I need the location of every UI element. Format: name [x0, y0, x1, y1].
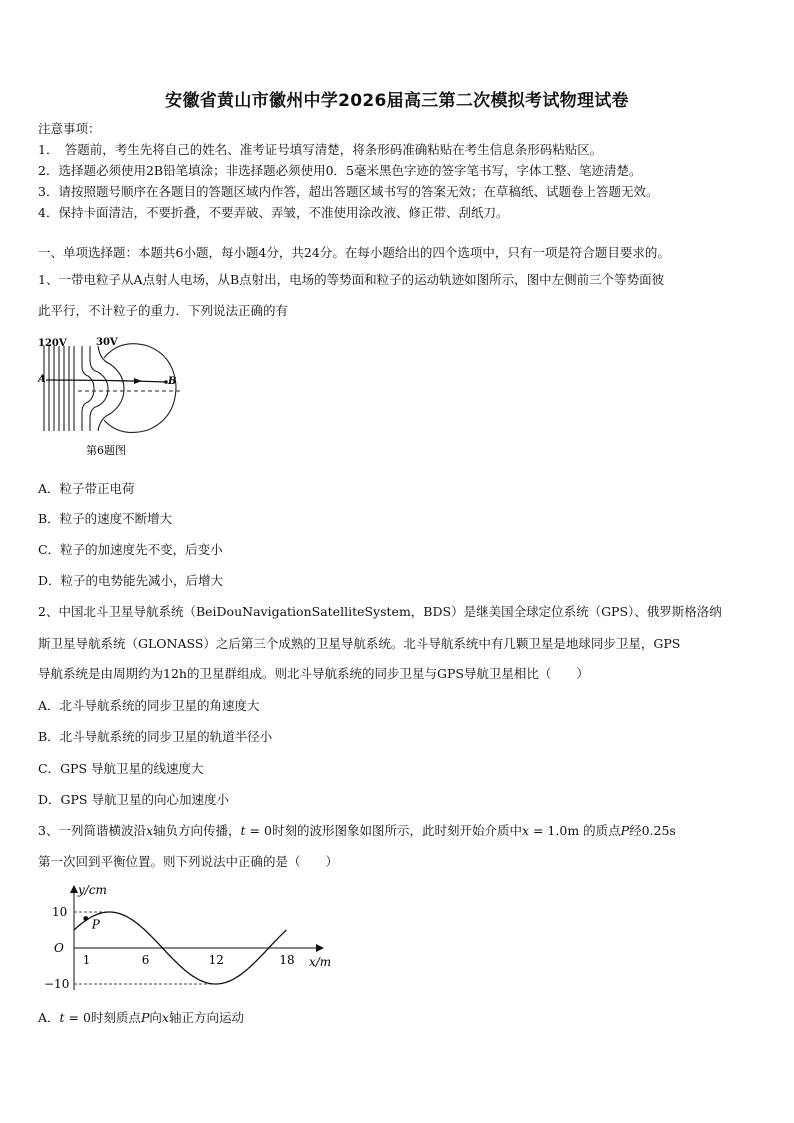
question-1-text: 此平行，不计粒子的重力．下列说法正确的有: [38, 303, 289, 318]
text-run: 轴负方向传播，: [153, 823, 241, 838]
math-var: x: [161, 1010, 169, 1025]
text-run: 轴正方向运动: [168, 1010, 244, 1025]
section-heading: 一、单项选择题：本题共6小题，每小题4分，共24分。在每小题给出的四个选项中，只有一项是符合题目要求的。: [38, 245, 670, 260]
label-120v: 120V: [38, 338, 67, 349]
option-d: D．GPS 导航卫星的向心加速度小: [38, 792, 229, 807]
question-3-text: 第一次回到平衡位置。则下列说法中正确的是（ ）: [38, 854, 339, 869]
option-a: A．粒子带正电荷: [38, 481, 135, 496]
y-axis-label: y/cm: [78, 883, 107, 897]
label-30v: 30V: [96, 337, 118, 348]
notice-item: 3．请按照题号顺序在各题目的答题区域内作答，超出答题区域书写的答案无效；在草稿纸、试题卷上答题无效。: [38, 184, 659, 199]
math-var: t: [59, 1010, 65, 1025]
x-tick-label: 1: [82, 953, 91, 967]
figure-caption: 第6题图: [86, 444, 126, 457]
y-tick-label: −10: [44, 977, 70, 991]
equipotential-figure: [38, 336, 188, 461]
x-tick-label: 18: [279, 953, 295, 967]
y-tick-label: 10: [52, 905, 68, 919]
label-point-a: A: [38, 374, 46, 385]
page-title: 安徽省黄山市徽州中学2026届高三第二次模拟考试物理试卷: [165, 91, 629, 111]
wave-graph: [38, 880, 338, 998]
math-var: P: [620, 823, 630, 838]
point-p: [83, 916, 88, 921]
option-c: C．粒子的加速度先不变，后变小: [38, 542, 223, 557]
option-a: [38, 1010, 244, 1026]
text-run: = 1.0m 的质点: [529, 823, 621, 838]
text-run: = 0时刻质点: [64, 1010, 141, 1025]
text-run: A．: [38, 1010, 60, 1025]
option-b: B．北斗导航系统的同步卫星的轨道半径小: [38, 729, 273, 744]
notice-item: 2．选择题必须使用2B铅笔填涂；非选择题必须使用0．5毫米黑色字迹的签字笔书写，字体工整、笔迹清楚。: [38, 163, 642, 178]
option-b: B．粒子的速度不断增大: [38, 511, 173, 526]
label-point-b: B: [168, 376, 177, 387]
question-3-text: [38, 823, 676, 839]
x-tick-label: 6: [141, 953, 150, 967]
option-c: C．GPS 导航卫星的线速度大: [38, 761, 204, 776]
notice-heading: 注意事项：: [38, 121, 101, 136]
origin-label: O: [54, 941, 64, 955]
text-run: 经0.25s: [629, 823, 676, 838]
x-tick-label: 12: [208, 953, 224, 967]
text-run: 3、一列简谐横波沿: [38, 823, 146, 838]
notice-item: 1． 答题前，考生先将自己的姓名、准考证号填写清楚，将条形码准确粘贴在考生信息条形码粘贴区。: [38, 142, 603, 157]
option-d: D．粒子的电势能先减小，后增大: [38, 573, 224, 588]
notice-item: 4．保持卡面清洁，不要折叠，不要弄破、弄皱，不准使用涂改液、修正带、刮纸刀。: [38, 205, 509, 220]
option-a: A．北斗导航系统的同步卫星的角速度大: [38, 698, 260, 713]
question-2-text: 2、中国北斗卫星导航系统（BeiDouNavigationSatelliteSystem，BDS）是继美国全球定位系统（GPS）、俄罗斯格洛纳: [38, 604, 722, 619]
math-var: x: [521, 823, 530, 838]
math-var: t: [240, 823, 246, 838]
math-var: P: [140, 1010, 150, 1025]
text-run: = 0时刻的波形图象如图所示，此时刻开始介质中: [245, 823, 522, 838]
question-2-text: 导航系统是由周期约为12h的卫星群组成。则北斗导航系统的同步卫星与GPS导航卫星相比（ ）: [38, 666, 589, 681]
question-1-text: 1、一带电粒子从A点射人电场，从B点射出，电场的等势面和粒子的运动轨迹如图所示，图中左侧前三个等势面彼: [38, 272, 665, 287]
math-var: x: [145, 823, 154, 838]
point-p-label: P: [91, 917, 100, 932]
question-2-text: 斯卫星导航系统（GLONASS）之后第三个成熟的卫星导航系统。北斗导航系统中有几颗卫星是地球同步卫星，GPS: [38, 636, 681, 651]
text-run: 向: [149, 1010, 162, 1025]
x-axis-label: x/m: [309, 955, 332, 969]
